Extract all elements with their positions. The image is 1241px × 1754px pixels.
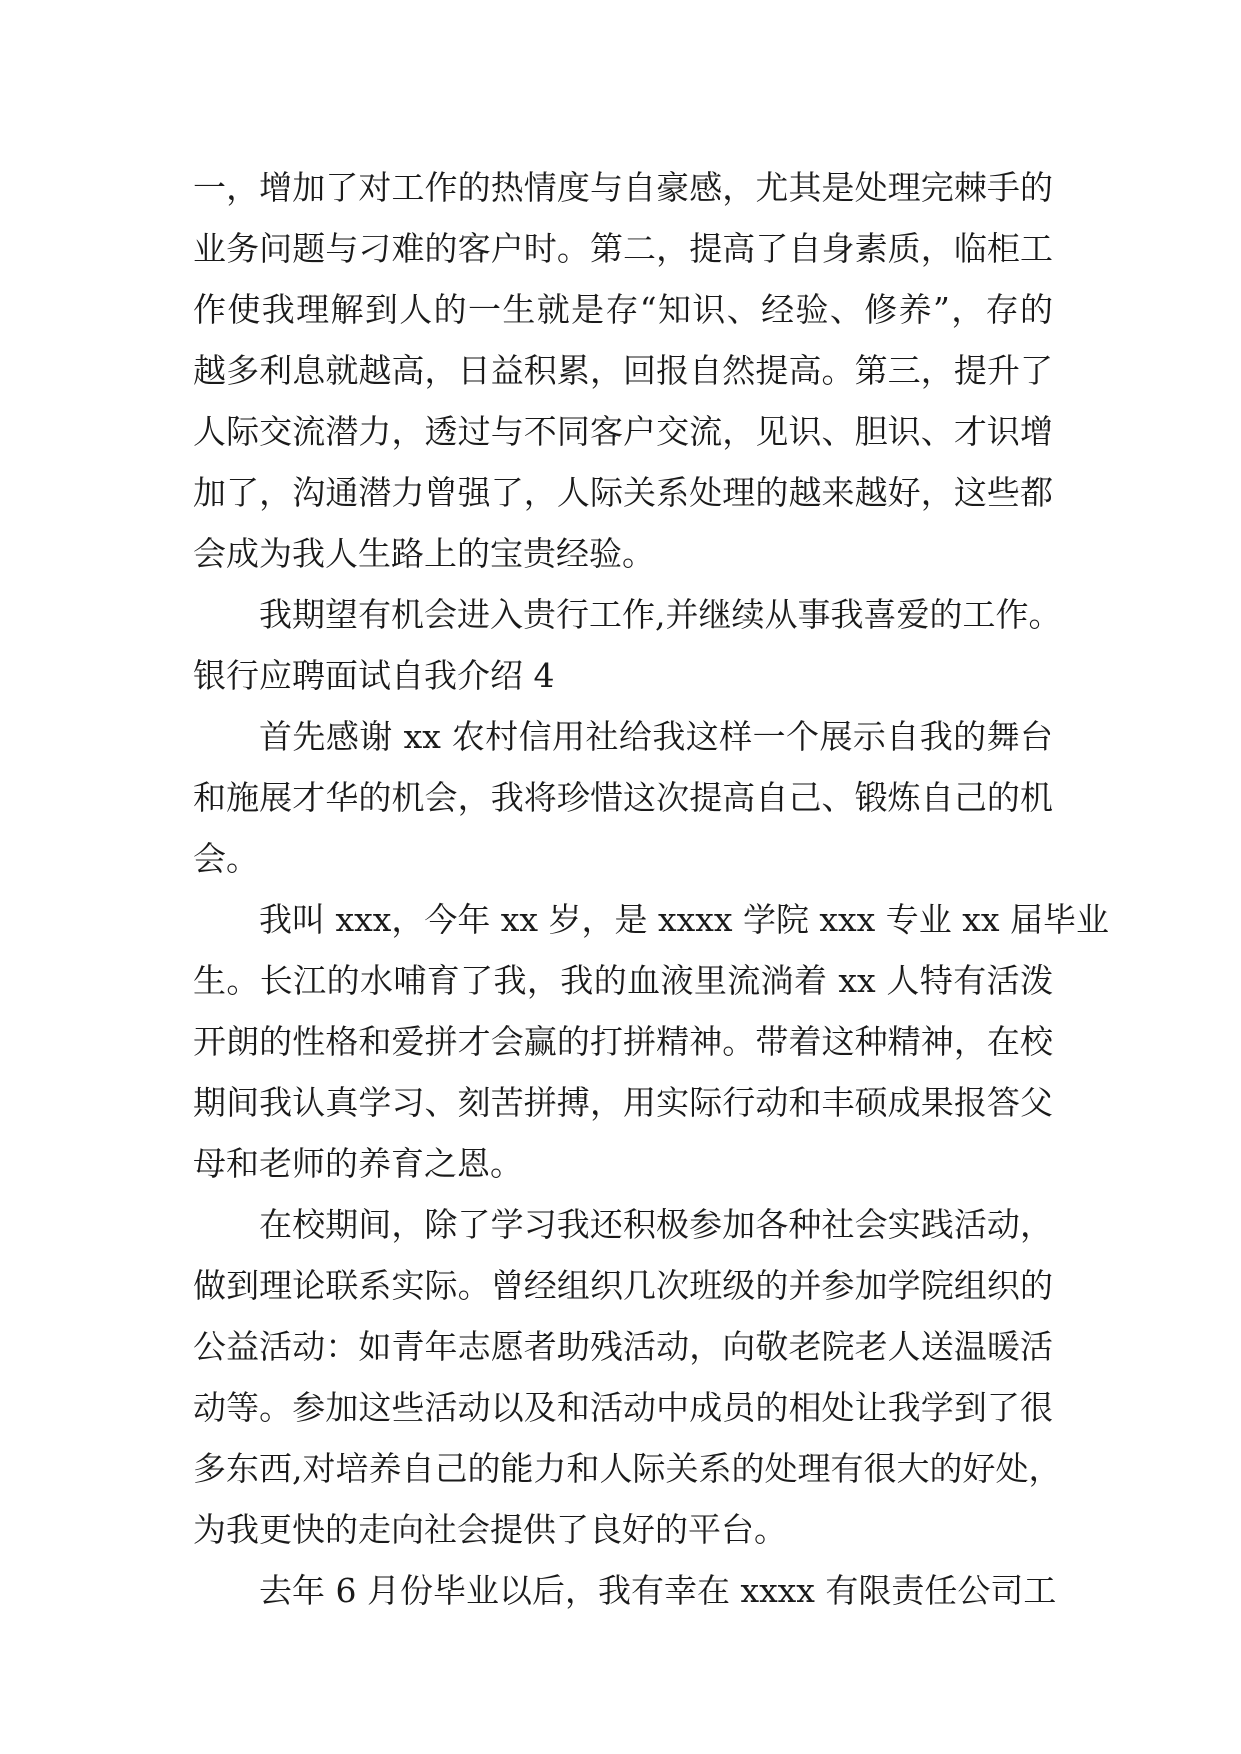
text-line: 动等。参加这些活动以及和活动中成员的相处让我学到了很	[193, 1388, 1053, 1427]
text-line: 越多利息就越高，日益积累，回报自然提高。第三，提升了	[193, 351, 1053, 390]
paragraph-first-line: 去年 6 月份毕业以后，我有幸在 xxxx 有限责任公司工	[259, 1571, 1057, 1610]
text-line: 期间我认真学习、刻苦拼搏，用实际行动和丰硕成果报答父	[193, 1083, 1053, 1122]
text-line: 加了，沟通潜力曾强了，人际关系处理的越来越好，这些都	[193, 473, 1053, 512]
document-body	[193, 157, 1109, 1621]
paragraph-first-line: 我叫 xxx，今年 xx 岁，是 xxxx 学院 xxx 专业 xx 届毕业	[259, 900, 1109, 939]
text-line: 业务问题与刁难的客户时。第二，提高了自身素质，临柜工	[193, 229, 1053, 268]
text-line: 母和老师的养育之恩。	[193, 1144, 523, 1183]
text-line: 公益活动：如青年志愿者助残活动，向敬老院老人送温暖活	[193, 1327, 1053, 1366]
text-line: 会成为我人生路上的宝贵经验。	[193, 534, 655, 573]
text-line: 做到理论联系实际。曾经组织几次班级的并参加学院组织的	[193, 1266, 1053, 1305]
text-line: 作使我理解到人的一生就是存“知识、经验、修养”，存的	[193, 290, 1053, 329]
text-line: 会。	[193, 839, 259, 878]
text-line: 多东西,对培养自己的能力和人际关系的处理有很大的好处，	[193, 1449, 1062, 1488]
paragraph-first-line: 在校期间，除了学习我还积极参加各种社会实践活动，	[259, 1205, 1053, 1244]
text-line: 生。长江的水哺育了我，我的血液里流淌着 xx 人特有活泼	[193, 961, 1053, 1000]
text-line: 人际交流潜力，透过与不同客户交流，见识、胆识、才识增	[193, 412, 1053, 451]
text-line: 一，增加了对工作的热情度与自豪感，尤其是处理完棘手的	[193, 168, 1053, 207]
text-line: 银行应聘面试自我介绍 4	[193, 656, 555, 695]
text-line: 开朗的性格和爱拼才会赢的打拼精神。带着这种精神，在校	[193, 1022, 1053, 1061]
text-line: 为我更快的走向社会提供了良好的平台。	[193, 1510, 787, 1549]
text-line: 和施展才华的机会，我将珍惜这次提高自己、锻炼自己的机	[193, 778, 1053, 817]
paragraph-first-line: 我期望有机会进入贵行工作,并继续从事我喜爱的工作。	[259, 595, 1062, 634]
paragraph-first-line: 首先感谢 xx 农村信用社给我这样一个展示自我的舞台	[259, 717, 1053, 756]
